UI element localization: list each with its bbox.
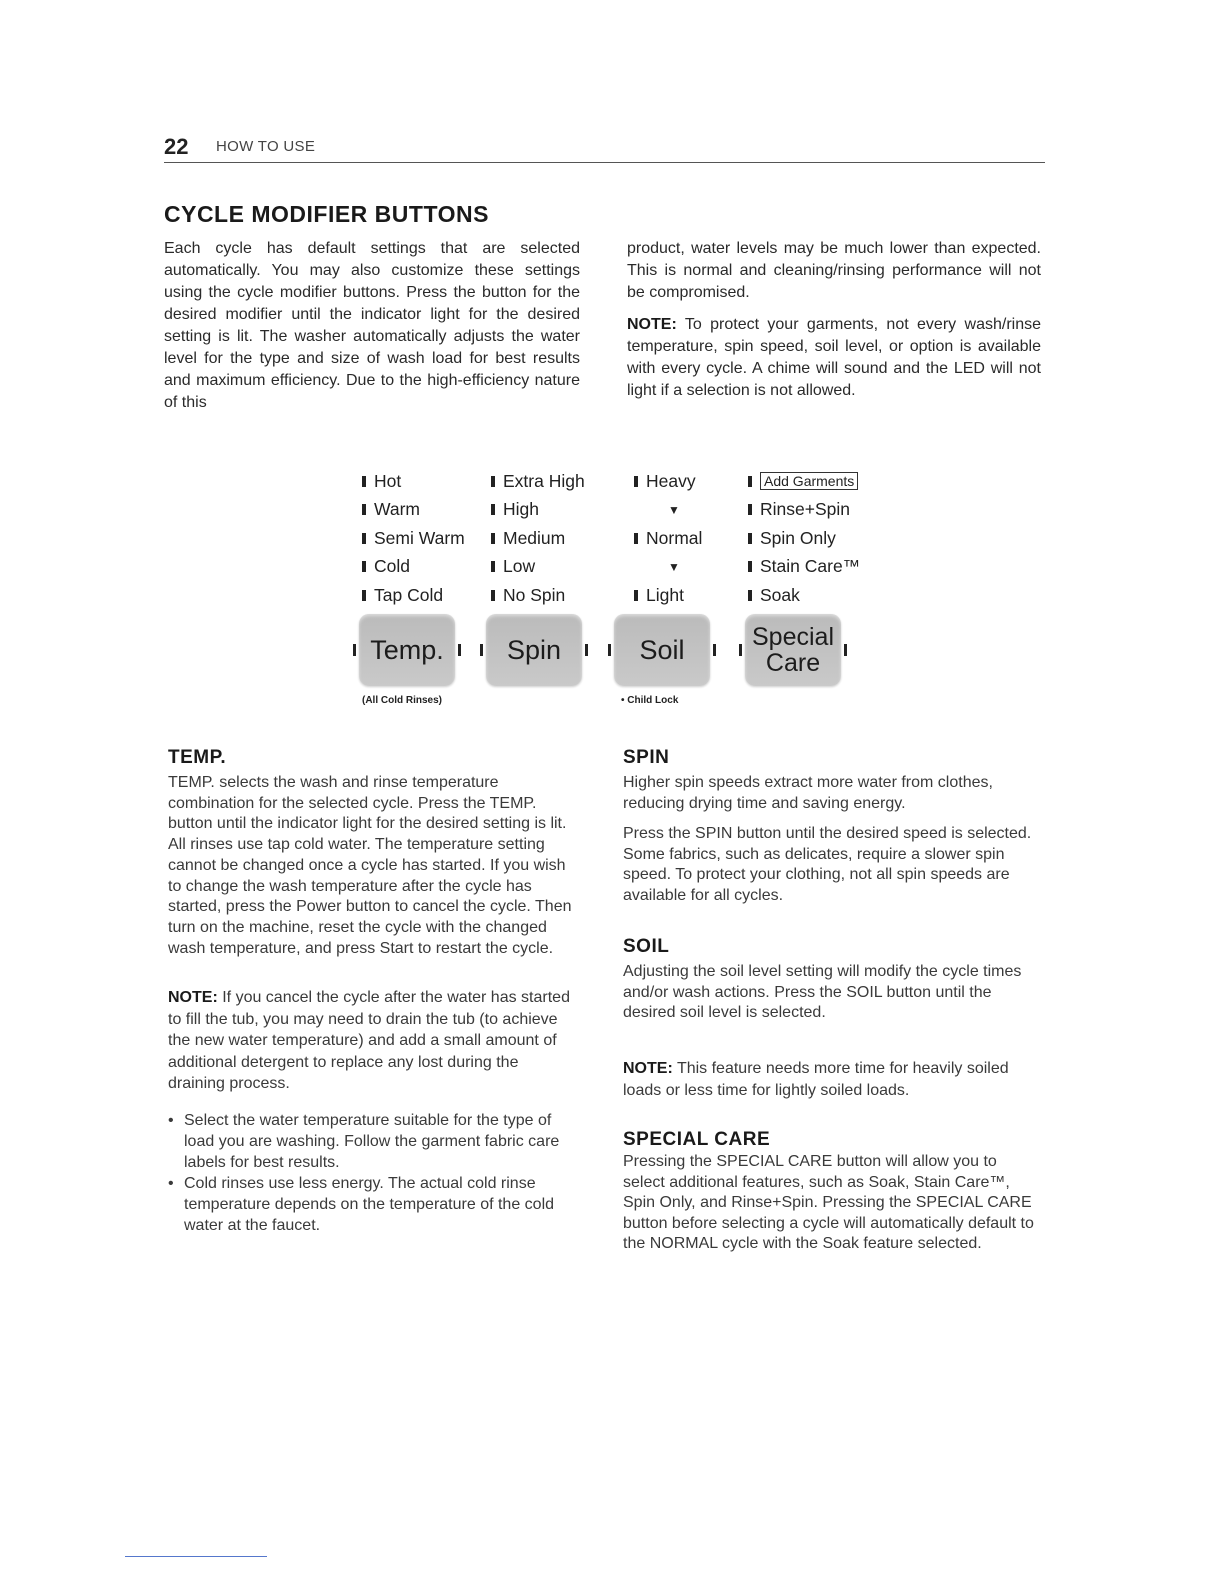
- temp-note: [168, 987, 578, 1095]
- option-no-spin: No Spin: [491, 581, 585, 610]
- indicator-light: [748, 504, 752, 515]
- option-stain-care: Stain Care™: [748, 553, 860, 582]
- special-care-button[interactable]: [745, 614, 841, 686]
- spin-heading: SPIN: [623, 747, 670, 768]
- list-item: • Select the water temperature suitable for the type of load you are washing. Follow the garment fabric care labels for best results.: [168, 1110, 568, 1173]
- soil-button-note: • Child Lock: [621, 695, 679, 706]
- temp-paragraph: TEMP. selects the wash and rinse temperature combination for the selected cycle. Press the TEMP. button until the indicator light for the desired setting is lit. All rinses use tap cold water. The temperature setting cannot be changed once a cycle has started. If you wish to change the wash temperature after the cycle has started, press the Power button to cancel the cycle. Then turn on the machine, reset the cycle with the changed wash temperature, and press Start to restart the cycle.: [168, 774, 572, 957]
- arrow-down-icon: ▼: [668, 559, 680, 574]
- option-low: Low: [491, 553, 585, 582]
- soil-heading: SOIL: [623, 936, 670, 957]
- indicator-light: [491, 590, 495, 601]
- option-rinse-spin: Rinse+Spin: [748, 496, 860, 525]
- option-soak: Soak: [748, 581, 860, 610]
- page-header: [164, 132, 1045, 163]
- temp-options: [362, 467, 465, 610]
- soil-arrow: [634, 553, 702, 582]
- page-number: 22: [164, 134, 189, 159]
- soil-button[interactable]: [614, 614, 710, 686]
- special-options: [748, 467, 860, 610]
- section-title: HOW TO USE: [216, 138, 316, 155]
- temp-button-label: Temp.: [370, 635, 444, 665]
- list-item: • Cold rinses use less energy. The actual cold rinse temperature depends on the temperature of the cold water at the faucet.: [168, 1173, 568, 1236]
- indicator-light: [748, 476, 752, 487]
- spin-button-label: Spin: [506, 635, 562, 665]
- option-spin-only: Spin Only: [748, 524, 860, 553]
- soil-button-label: Soil: [639, 635, 685, 665]
- special-care-button-label: Special Care: [752, 623, 834, 677]
- option-warm: Warm: [362, 496, 465, 525]
- indicator-light: [362, 590, 366, 601]
- spin-paragraph-1: Higher spin speeds extract more water from clothes, reducing drying time and saving energy.: [623, 774, 993, 812]
- soil-arrow: [634, 496, 702, 525]
- indicator-light: [362, 476, 366, 487]
- option-semi-warm: Semi Warm: [362, 524, 465, 553]
- option-add-garments: Add Garments: [748, 467, 860, 496]
- arrow-down-icon: ▼: [668, 502, 680, 517]
- spin-options: [491, 467, 585, 610]
- note-label: NOTE:: [168, 989, 218, 1006]
- indicator-light: [634, 476, 638, 487]
- intro-right-paragraph: product, water levels may be much lower than expected. This is normal and cleaning/rinsing performance will not be compromised.: [627, 240, 1041, 301]
- note-label: NOTE:: [623, 1060, 673, 1077]
- indicator-light: [362, 533, 366, 544]
- spin-button[interactable]: [486, 614, 582, 686]
- option-light: Light: [634, 581, 702, 610]
- note-text: If you cancel the cycle after the water has started to fill the tub, you may need to drain the tub (to achieve the new water temperature) and add a small amount of additional detergent to replace any lost during the draining process.: [168, 989, 570, 1092]
- option-normal: Normal: [634, 524, 702, 553]
- intro-left-paragraph: Each cycle has default settings that are selected automatically. You may also customize these settings using the cycle modifier buttons. Press the button for the desired modifier until the indicator light for the desired setting is lit. The washer automatically adjusts the water level for the type and size of wash load for best results and maximum efficiency. Due to the high-efficiency nature of this: [164, 240, 580, 411]
- page-title: CYCLE MODIFIER BUTTONS: [164, 201, 489, 227]
- temp-bullet-list: [168, 1110, 568, 1236]
- indicator-light: [748, 590, 752, 601]
- note-text: To protect your garments, not every wash/rinse temperature, spin speed, soil level, or option is available with every cycle. A chime will sound and the LED will not light if a selection is not allowed.: [627, 316, 1041, 399]
- intro-note: [627, 314, 1041, 402]
- temp-button[interactable]: [359, 614, 455, 686]
- option-high: High: [491, 496, 585, 525]
- soil-note: [623, 1058, 1033, 1101]
- soil-paragraph: Adjusting the soil level setting will modify the cycle times and/or wash actions. Press the SOIL button until the desired soil level is selected.: [623, 963, 1022, 1022]
- indicator-light: [362, 561, 366, 572]
- option-cold: Cold: [362, 553, 465, 582]
- temp-button-note: (All Cold Rinses): [362, 695, 443, 706]
- temp-heading: TEMP.: [168, 747, 227, 768]
- option-extra-high: Extra High: [491, 467, 585, 496]
- indicator-light: [491, 533, 495, 544]
- indicator-light: [634, 533, 638, 544]
- option-heavy: Heavy: [634, 467, 702, 496]
- special-care-heading: SPECIAL CARE: [623, 1129, 771, 1150]
- indicator-light: [491, 476, 495, 487]
- indicator-light: [634, 590, 638, 601]
- note-label: NOTE:: [627, 316, 677, 333]
- special-care-paragraph: Pressing the SPECIAL CARE button will allow you to select additional features, such as Soak, Stain Care™, Spin Only, and Rinse+Spin. Pressing the SPECIAL CARE button before selecting a cycle will automatically default to the NORMAL cycle with the Soak feature selected.: [623, 1153, 1034, 1252]
- indicator-light: [362, 504, 366, 515]
- indicator-light: [748, 561, 752, 572]
- option-hot: Hot: [362, 467, 465, 496]
- option-tap-cold: Tap Cold: [362, 581, 465, 610]
- indicator-light: [491, 504, 495, 515]
- option-medium: Medium: [491, 524, 585, 553]
- indicator-light: [748, 533, 752, 544]
- spin-paragraph-2: Press the SPIN button until the desired speed is selected. Some fabrics, such as delicates, require a slower spin speed. To protect your clothing, not all spin speeds are available for all cycles.: [623, 825, 1032, 905]
- footer-divider: [125, 1556, 267, 1557]
- soil-options: [634, 467, 702, 610]
- note-text: This feature needs more time for heavily soiled loads or less time for lightly soiled loads.: [623, 1060, 1009, 1099]
- indicator-light: [491, 561, 495, 572]
